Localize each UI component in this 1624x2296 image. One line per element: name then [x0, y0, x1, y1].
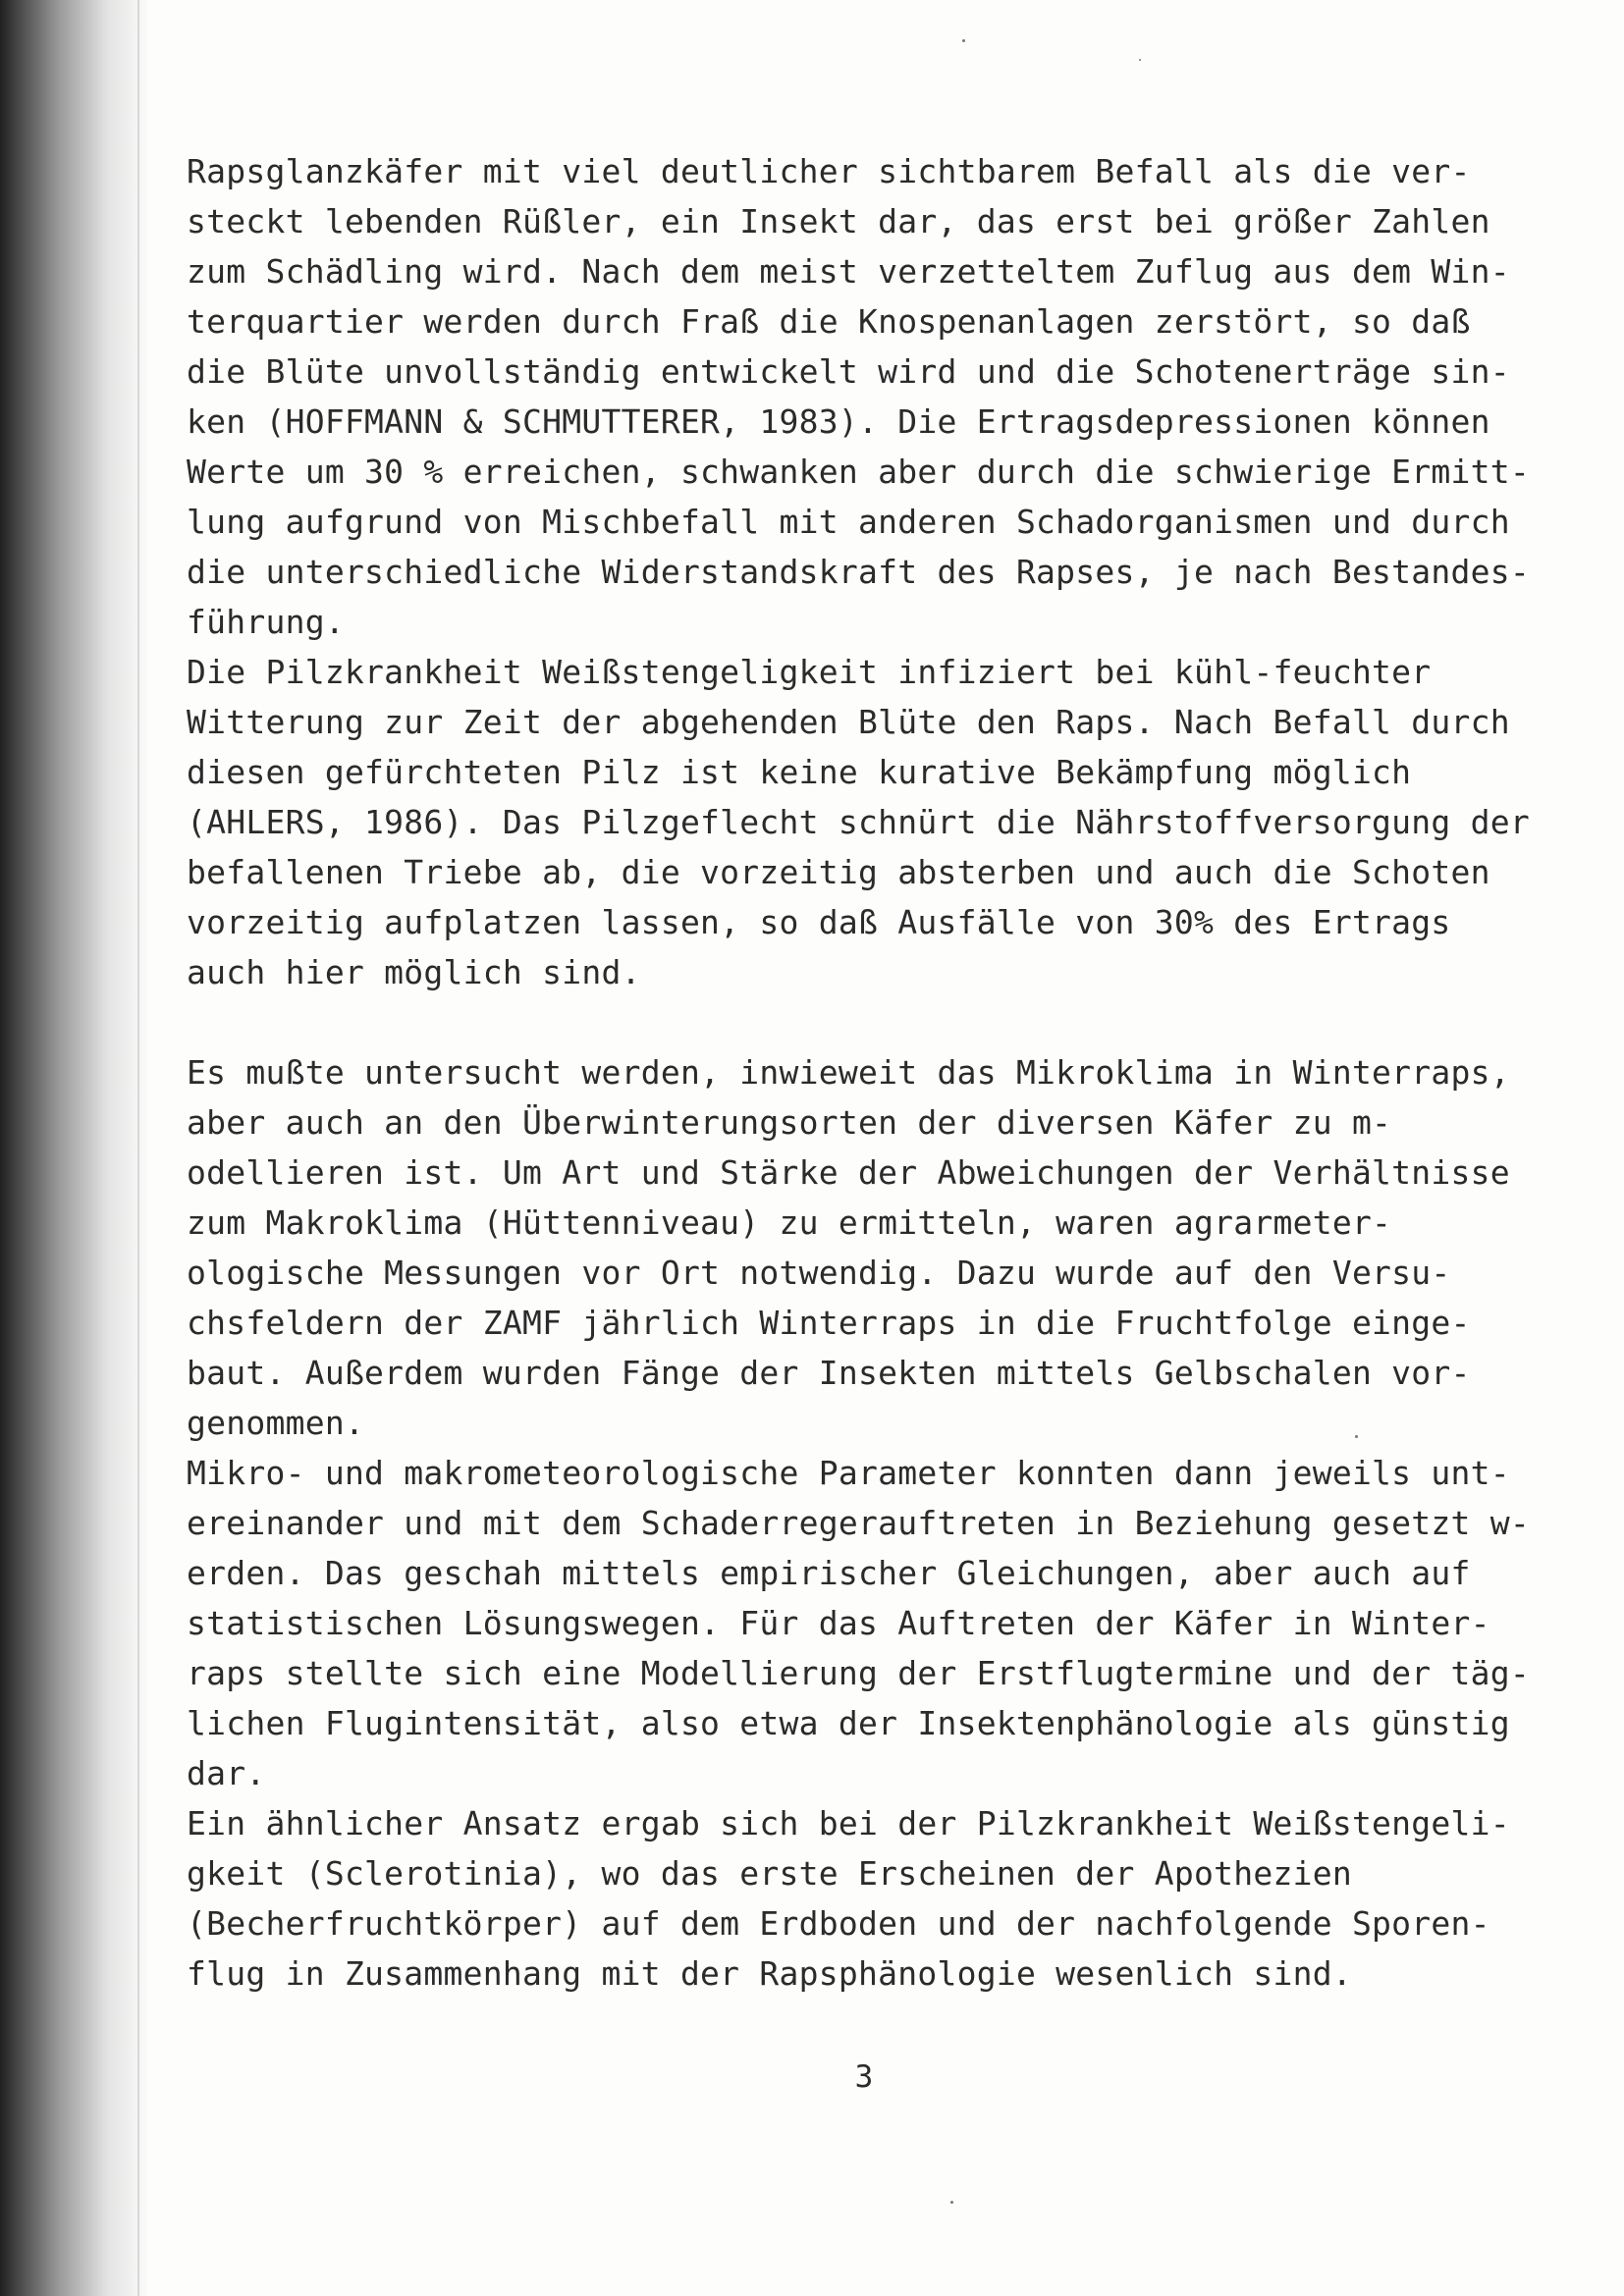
text-line: (Becherfruchtkörper) auf dem Erdboden und der nachfolgende Sporen- [187, 1904, 1490, 1943]
body-text [187, 146, 1561, 1999]
text-line: baut. Außerdem wurden Fänge der Insekten mittels Gelbschalen vor- [187, 1354, 1471, 1392]
page-number: 3 [854, 2059, 874, 2095]
paragraph-gap [187, 997, 1561, 1047]
text-line: vorzeitig aufplatzen lassen, so daß Ausfälle von 30% des Ertrags [187, 903, 1451, 941]
text-line: Es mußte untersucht werden, inwieweit das Mikroklima in Winterraps, [187, 1053, 1510, 1092]
text-line: auch hier möglich sind. [187, 953, 641, 991]
text-line: führung. [187, 603, 345, 641]
text-line: lung aufgrund von Mischbefall mit anderen Schadorganismen und durch [187, 503, 1510, 541]
binding-edge [137, 0, 139, 2296]
scan-speck [1139, 59, 1141, 61]
text-line: gkeit (Sclerotinia), wo das erste Erscheinen der Apothezien [187, 1854, 1352, 1893]
text-line: dar. [187, 1754, 266, 1792]
text-line: ereinander und mit dem Schaderregerauftreten in Beziehung gesetzt w- [187, 1504, 1531, 1542]
text-line: zum Makroklima (Hüttenniveau) zu ermitteln, waren agrarmeter- [187, 1203, 1392, 1242]
paragraph-5 [187, 1798, 1561, 1999]
paragraph-1 [187, 146, 1561, 647]
text-line: terquartier werden durch Fraß die Knospenanlagen zerstört, so daß [187, 302, 1471, 341]
text-line: die Blüte unvollständig entwickelt wird und die Schotenerträge sin- [187, 352, 1510, 391]
text-line: lichen Flugintensität, also etwa der Insektenphänologie als günstig [187, 1704, 1510, 1742]
text-line: Rapsglanzkäfer mit viel deutlicher sichtbarem Befall als die ver- [187, 152, 1471, 190]
text-line: zum Schädling wird. Nach dem meist verzetteltem Zuflug aus dem Win- [187, 252, 1510, 291]
text-line: Ein ähnlicher Ansatz ergab sich bei der Pilzkrankheit Weißstengeli- [187, 1804, 1510, 1842]
text-line: Witterung zur Zeit der abgehenden Blüte den Raps. Nach Befall durch [187, 703, 1510, 741]
text-line: genommen. [187, 1404, 365, 1442]
text-line: aber auch an den Überwinterungsorten der diversen Käfer zu m- [187, 1103, 1392, 1142]
scan-speck [950, 2201, 953, 2204]
text-line: Mikro- und makrometeorologische Parameter konnten dann jeweils unt- [187, 1454, 1510, 1492]
text-line: befallenen Triebe ab, die vorzeitig absterben und auch die Schoten [187, 853, 1490, 891]
text-line: ken (HOFFMANN & SCHMUTTERER, 1983). Die Ertragsdepressionen können [187, 402, 1490, 441]
text-line: erden. Das geschah mittels empirischer Gleichungen, aber auch auf [187, 1554, 1471, 1592]
scan-speck [962, 39, 965, 42]
text-line: Die Pilzkrankheit Weißstengeligkeit infiziert bei kühl-feuchter [187, 653, 1432, 691]
text-line: chsfeldern der ZAMF jährlich Winterraps in die Fruchtfolge einge- [187, 1304, 1471, 1342]
text-line: diesen gefürchteten Pilz ist keine kurative Bekämpfung möglich [187, 753, 1412, 791]
text-line: (AHLERS, 1986). Das Pilzgeflecht schnürt die Nährstoffversorgung der [187, 803, 1531, 841]
paragraph-3 [187, 1047, 1561, 1448]
text-line: die unterschiedliche Widerstandskraft des Rapses, je nach Bestandes- [187, 553, 1531, 591]
text-line: raps stellte sich eine Modellierung der Erstflugtermine und der täg- [187, 1654, 1531, 1692]
text-line: flug in Zusammenhang mit der Rapsphänologie wesenlich sind. [187, 1954, 1352, 1993]
text-line: Werte um 30 % erreichen, schwanken aber durch die schwierige Ermitt- [187, 453, 1531, 491]
paragraph-4 [187, 1448, 1561, 1798]
text-line: odellieren ist. Um Art und Stärke der Abweichungen der Verhältnisse [187, 1153, 1510, 1192]
text-line: ologische Messungen vor Ort notwendig. Dazu wurde auf den Versu- [187, 1254, 1451, 1292]
text-line: statistischen Lösungswegen. Für das Auftreten der Käfer in Winter- [187, 1604, 1490, 1642]
paragraph-2 [187, 647, 1561, 997]
binding-shadow [0, 0, 147, 2296]
text-line: steckt lebenden Rüßler, ein Insekt dar, das erst bei größer Zahlen [187, 202, 1490, 240]
